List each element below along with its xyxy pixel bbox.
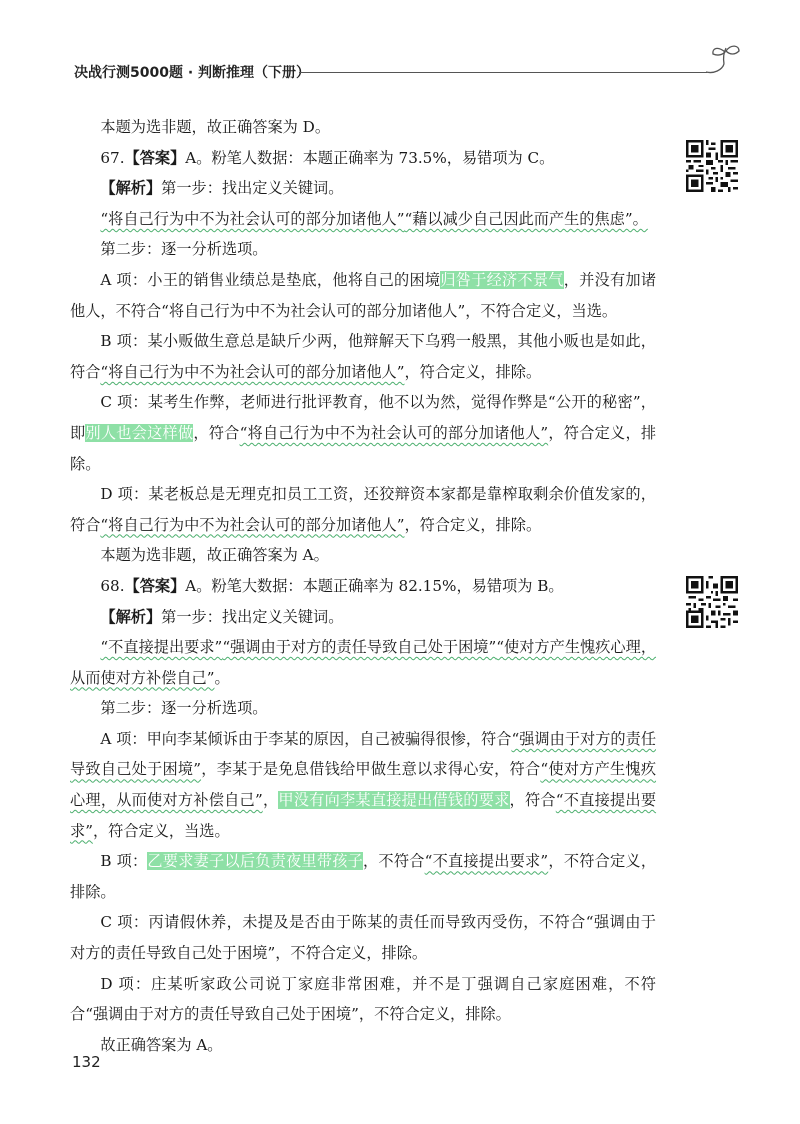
q67-a-highlight: 归咎于经济不景气 xyxy=(440,270,564,289)
q67-b-quote: “将自己行为中不为社会认可的部分加诸他人” xyxy=(100,362,405,381)
q68-keyword-end: 。 xyxy=(214,668,230,687)
q67-step2: 第二步：逐一分析选项。 xyxy=(100,240,268,259)
q68-a-comma: ， xyxy=(262,791,279,810)
q68-b-highlight: 乙要求妻子以后负责夜里带孩子 xyxy=(147,852,364,871)
q68-step2: 第二步：逐一分析选项。 xyxy=(100,699,268,718)
q68-keywords xyxy=(70,632,656,693)
q67-analysis-step1 xyxy=(70,173,656,204)
header-rule xyxy=(299,72,707,73)
q67-option-a xyxy=(70,265,656,326)
qr-code-icon xyxy=(686,140,738,192)
q67-a-quote: “将自己行为中不为社会认可的部分加诸他人” xyxy=(161,301,466,320)
q67-analysis-tag: 【解析】 xyxy=(100,179,162,198)
q68-a-highlight: 甲没有向李某直接提出借钱的要求 xyxy=(278,791,510,810)
q67-answer xyxy=(70,143,656,174)
q68-step1-text: 第一步：找出定义关键词。 xyxy=(161,607,344,626)
q67-b-text: B 项：某小贩做生意总是缺斤少两，他辩解天下乌鸦一般黑，其他小贩也是如此，符合 xyxy=(70,332,656,381)
q68-a-text: A 项：甲向李某倾诉由于李某的原因，自己被骗得很惨，符合 xyxy=(100,729,512,748)
q68-answer-tag: 【答案】 xyxy=(124,576,186,595)
q68-b-quote: “不直接提出要求” xyxy=(424,852,549,871)
q68-a-quote-2: “使对方产生愧疚心理，从而使对方补偿自己” xyxy=(70,760,657,810)
q67-c-quote: “将自己行为中不为社会认可的部分加诸他人” xyxy=(239,423,549,442)
q68-keyword-3: “使对方产生愧疚心理，从而使对方补偿自己” xyxy=(70,638,657,687)
q67-option-c xyxy=(70,387,656,479)
q68-conclusion: 故正确答案为 A。 xyxy=(100,1035,223,1054)
q68-keyword-1: “不直接提出要求” xyxy=(100,638,223,657)
q67-d-quote: “将自己行为中不为社会认可的部分加诸他人” xyxy=(100,515,405,534)
q67-b-end: ，符合定义，排除。 xyxy=(404,362,542,381)
qr-code-icon xyxy=(686,576,738,628)
book-title: 决战行测5000题 · 判断推理（下册） xyxy=(74,65,311,81)
q68-answer xyxy=(70,571,656,602)
q68-a-mid-1: ，李某于是免息借钱给甲做生意以求得心安，符合 xyxy=(201,760,541,779)
q67-a-text-2: ，并没有加诸他人，不符合 xyxy=(70,270,657,320)
q67-c-end: ，符合定义，排除。 xyxy=(70,423,657,473)
q68-option-b xyxy=(70,846,656,907)
q68-b-mid: ，不符合 xyxy=(363,852,425,871)
q67-step1-text: 第一步：找出定义关键词。 xyxy=(161,179,344,198)
q68-number: 68. xyxy=(100,576,125,595)
q68-option-c: C 项：丙请假休养，未提及是否由于陈某的责任而导致丙受伤，不符合“强调由于对方的责任导致自己处于困境”，不符合定义，排除。 xyxy=(70,913,656,963)
q68-analysis-step1 xyxy=(70,602,656,633)
q67-a-end: ，不符合定义，当选。 xyxy=(465,301,618,320)
q67-conclusion: 本题为选非题，故正确答案为 A。 xyxy=(100,546,329,565)
q68-option-d: D 项：庄某听家政公司说丁家庭非常困难，并不是丁强调自己家庭困难，不符合“强调由于对方的责任导致自己处于困境”，不符合定义，排除。 xyxy=(70,974,656,1024)
q68-option-a xyxy=(70,724,656,846)
q67-option-b xyxy=(70,326,656,387)
q68-a-end: ，符合定义，当选。 xyxy=(92,821,230,840)
q67-keywords xyxy=(70,204,656,235)
page-content xyxy=(70,112,656,1060)
q67-answer-text: A。粉笔人数据：本题正确率为 73.5%，易错项为 C。 xyxy=(185,148,555,167)
page-header xyxy=(74,62,744,86)
q68-a-mid-2: ，符合 xyxy=(509,791,556,810)
q68-a-quote-1: “强调由于对方的责任导致自己处于困境” xyxy=(70,729,657,779)
q67-keyword-1: “将自己行为中不为社会认可的部分加诸他人” xyxy=(100,209,405,228)
q67-option-d xyxy=(70,479,656,540)
q67-c-highlight: 别人也会这样做 xyxy=(85,423,194,442)
q68-answer-text: A。粉笔大数据：本题正确率为 82.15%，易错项为 B。 xyxy=(185,576,564,595)
q68-a-quote-3: “不直接提出要求” xyxy=(70,791,657,840)
q68-analysis-tag: 【解析】 xyxy=(100,607,162,626)
q67-c-text: C 项：某考生作弊，老师进行批评教育，他不以为然，觉得作弊是“公开的秘密”，即 xyxy=(70,393,656,442)
q67-a-text: A 项：小王的销售业绩总是垫底，他将自己的困境 xyxy=(100,270,441,289)
page-number: 132 xyxy=(72,1053,101,1071)
q67-number: 67. xyxy=(100,148,125,167)
q67-d-end: ，符合定义，排除。 xyxy=(404,515,542,534)
q67-answer-tag: 【答案】 xyxy=(124,148,186,167)
q68-keyword-2: “强调由于对方的责任导致自己处于困境” xyxy=(222,638,497,657)
paragraph-conclusion-66: 本题为选非题，故正确答案为 D。 xyxy=(100,118,331,136)
q67-d-text: D 项：某老板总是无理克扣员工工资，还狡辩资本家都是靠榨取剩余价值发家的，符合 xyxy=(70,485,656,534)
q67-keyword-2: “藉以减少自己因此而产生的焦虑”。 xyxy=(404,209,648,228)
q68-b-label: B 项： xyxy=(100,852,148,871)
q67-c-mid: ，符合 xyxy=(193,423,240,442)
sprout-icon xyxy=(704,44,744,78)
q68-b-end: ，不符合定义，排除。 xyxy=(70,852,657,901)
